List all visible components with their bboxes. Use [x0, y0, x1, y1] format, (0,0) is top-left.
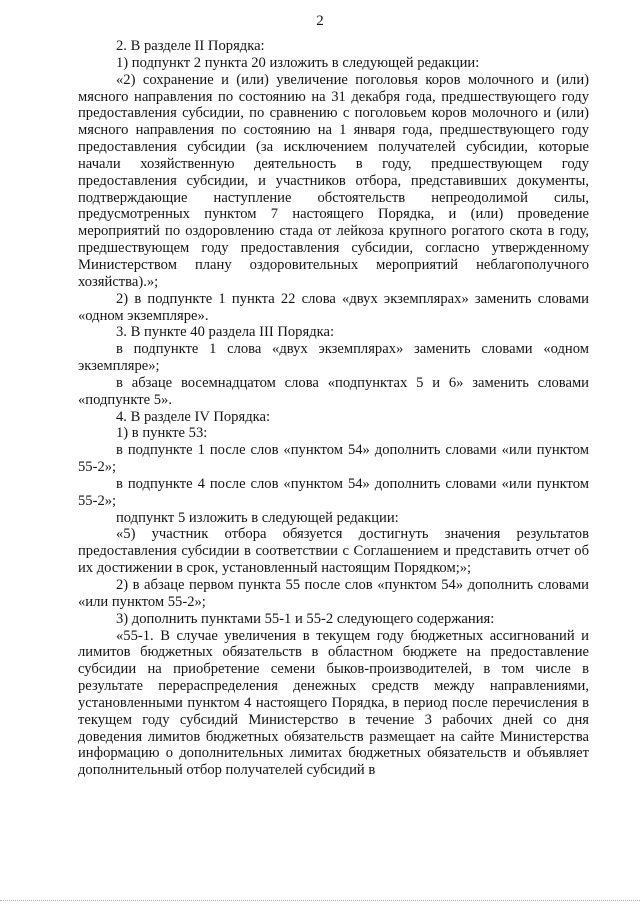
- paragraph-section-2-heading: 2. В разделе II Порядка:: [116, 38, 265, 54]
- paragraph-item-1-intro: 1) подпункт 2 пункта 20 изложить в следующей редакции:: [116, 54, 480, 71]
- page-bottom-edge: [0, 900, 640, 903]
- paragraph-subpoint-5-intro: подпункт 5 изложить в следующей редакции:: [116, 509, 399, 526]
- paragraph-abzac-18-change: в абзаце восемнадцатом слова «подпунктах 5 и 6» заменить словами «подпункте 5».: [78, 374, 589, 408]
- paragraph-section-3-heading: 3. В пункте 40 раздела III Порядка:: [116, 324, 335, 341]
- paragraph-subpoint-1-addition: в подпункте 1 после слов «пунктом 54» дополнить словами «или пунктом 55-2»;: [78, 442, 589, 476]
- page-number: 2: [316, 13, 324, 29]
- paragraph-quoted-subpoint-5: «5) участник отбора обязуется достигнуть значения результатов предоставления субсидии в соответствии с Соглашением и представить отчет об их достижении в срок, установленный настоящим Порядком;»;: [78, 526, 589, 577]
- paragraph-item-2: 2) в подпункте 1 пункта 22 слова «двух экземплярах» заменить словами «одном экземпляре».: [78, 290, 589, 324]
- paragraph-subpoint-1-change: в подпункте 1 слова «двух экземплярах» заменить словами «одном экземпляре»;: [78, 341, 589, 375]
- paragraph-add-points-intro: 3) дополнить пунктами 55-1 и 55-2 следующего содержания:: [116, 610, 495, 627]
- paragraph-point-55-1: «55-1. В случае увеличения в текущем году бюджетных ассигнований и лимитов бюджетных обязательств в областном бюджете на предоставление субсидии на приобретение семени быков-производителей, в том числе в результате перераспределения денежных средств между направлениями, установленными пунктом 4 настоящего Порядка, в период после перечисления в текущем году субсидий Министерство в течение 3 рабочих дней со дня доведения лимитов бюджетных обязательств размещает на сайте Министерства информацию о дополнительных лимитах бюджетных обязательств и объявляет дополнительный отбор получателей субсидий в: [78, 627, 589, 779]
- paragraph-quoted-subpoint-2: «2) сохранение и (или) увеличение поголовья коров молочного и (или) мясного направления по состоянию на 31 декабря года, предшествующего году предоставления субсидии, по сравнению с поголовьем коров молочного и (или) мясного направления по состоянию на 1 января года, предшествующего году предоставления субсидии (за исключением получателей субсидии, которые начали хозяйственную деятельность в году, предшествующем году предоставления субсидии, и участников отбора, представивших документы, подтверждающие наступление обстоятельств непреодолимой силы, предусмотренных пунктом 7 настоящего Порядка, и (или) проведение мероприятий по оздоровлению стада от лейкоза крупного рогатого скота в году, предшествующем году предоставления субсидии, согласно утвержденному Министерством плану оздоровительных мероприятий неблагополучного хозяйства).»;: [78, 71, 589, 290]
- paragraph-subpoint-4-addition: в подпункте 4 после слов «пунктом 54» дополнить словами «или пунктом 55-2»;: [78, 475, 589, 509]
- paragraph-point-53: 1) в пункте 53:: [116, 425, 208, 442]
- paragraph-point-55-change: 2) в абзаце первом пункта 55 после слов «пунктом 54» дополнить словами «или пунктом 55-2»;: [78, 577, 589, 610]
- paragraph-section-4-heading: 4. В разделе IV Порядка:: [116, 408, 271, 425]
- document-body: [78, 38, 589, 779]
